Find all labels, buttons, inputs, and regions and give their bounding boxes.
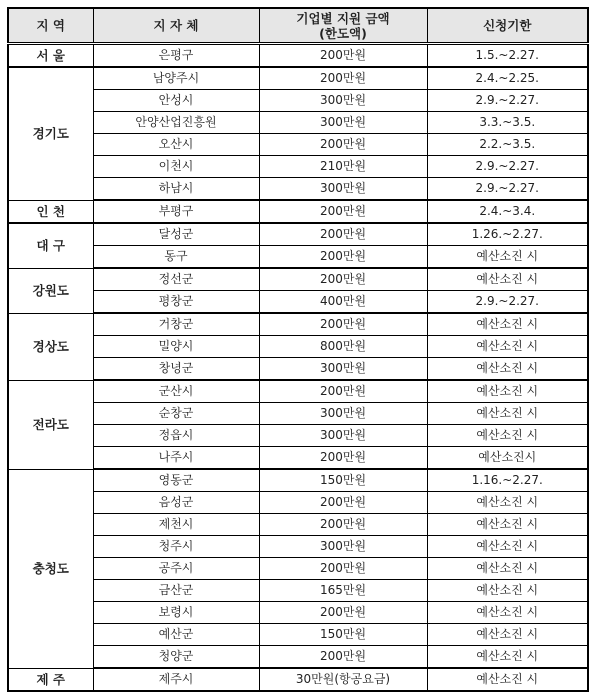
entity-cell: 오산시 xyxy=(93,134,259,156)
table-row xyxy=(8,447,588,470)
entity-cell: 영동군 xyxy=(93,469,259,492)
amount-cell: 300만원 xyxy=(259,90,427,112)
region-cell: 경기도 xyxy=(8,67,93,200)
table-row xyxy=(8,134,588,156)
deadline-cell: 1.26.~2.27. xyxy=(427,223,588,246)
amount-cell: 300만원 xyxy=(259,358,427,381)
deadline-cell: 예산소진 시 xyxy=(427,313,588,336)
deadline-cell: 예산소진시 xyxy=(427,447,588,470)
entity-cell: 제천시 xyxy=(93,514,259,536)
deadline-cell: 예산소진 시 xyxy=(427,580,588,602)
deadline-cell: 예산소진 시 xyxy=(427,514,588,536)
entity-cell: 밀양시 xyxy=(93,336,259,358)
entity-cell: 정선군 xyxy=(93,268,259,291)
deadline-cell: 1.16.~2.27. xyxy=(427,469,588,492)
table-row xyxy=(8,668,588,691)
entity-cell: 보령시 xyxy=(93,602,259,624)
entity-cell: 하남시 xyxy=(93,178,259,201)
header-region: 지 역 xyxy=(8,8,93,44)
table-row xyxy=(8,223,588,246)
deadline-cell: 예산소진 시 xyxy=(427,380,588,403)
deadline-cell: 예산소진 시 xyxy=(427,668,588,691)
table-row xyxy=(8,268,588,291)
deadline-cell: 예산소진 시 xyxy=(427,492,588,514)
table-row xyxy=(8,178,588,201)
amount-cell: 400만원 xyxy=(259,291,427,314)
amount-cell: 150만원 xyxy=(259,469,427,492)
deadline-cell: 2.9.~2.27. xyxy=(427,90,588,112)
amount-cell: 300만원 xyxy=(259,536,427,558)
deadline-cell: 예산소진 시 xyxy=(427,646,588,669)
table-row xyxy=(8,469,588,492)
amount-cell: 210만원 xyxy=(259,156,427,178)
deadline-cell: 3.3.~3.5. xyxy=(427,112,588,134)
table-row xyxy=(8,200,588,223)
entity-cell: 나주시 xyxy=(93,447,259,470)
region-cell: 경상도 xyxy=(8,313,93,380)
amount-cell: 165만원 xyxy=(259,580,427,602)
region-cell: 서 울 xyxy=(8,44,93,68)
entity-cell: 창녕군 xyxy=(93,358,259,381)
table-row xyxy=(8,558,588,580)
deadline-cell: 예산소진 시 xyxy=(427,425,588,447)
deadline-cell: 예산소진 시 xyxy=(427,403,588,425)
entity-cell: 군산시 xyxy=(93,380,259,403)
table-row xyxy=(8,67,588,90)
amount-cell: 200만원 xyxy=(259,44,427,68)
header-deadline: 신청기한 xyxy=(427,8,588,44)
deadline-cell: 2.4.~2.25. xyxy=(427,67,588,90)
deadline-cell: 예산소진 시 xyxy=(427,624,588,646)
table-header xyxy=(8,8,588,44)
amount-cell: 200만원 xyxy=(259,223,427,246)
table-row xyxy=(8,425,588,447)
region-cell: 전라도 xyxy=(8,380,93,469)
header-amount-line1: 기업별 지원 금액 xyxy=(296,10,390,26)
table-row xyxy=(8,646,588,669)
entity-cell: 금산군 xyxy=(93,580,259,602)
entity-cell: 은평구 xyxy=(93,44,259,68)
amount-cell: 200만원 xyxy=(259,134,427,156)
header-row xyxy=(8,8,588,44)
entity-cell: 순창군 xyxy=(93,403,259,425)
amount-cell: 200만원 xyxy=(259,246,427,269)
deadline-cell: 예산소진 시 xyxy=(427,358,588,381)
amount-cell: 200만원 xyxy=(259,313,427,336)
table-row xyxy=(8,112,588,134)
deadline-cell: 2.2.~3.5. xyxy=(427,134,588,156)
table-row xyxy=(8,580,588,602)
table-row xyxy=(8,380,588,403)
amount-cell: 200만원 xyxy=(259,268,427,291)
amount-cell: 200만원 xyxy=(259,67,427,90)
deadline-cell: 예산소진 시 xyxy=(427,336,588,358)
deadline-cell: 2.4.~3.4. xyxy=(427,200,588,223)
table-row xyxy=(8,624,588,646)
entity-cell: 거창군 xyxy=(93,313,259,336)
entity-cell: 예산군 xyxy=(93,624,259,646)
deadline-cell: 2.9.~2.27. xyxy=(427,156,588,178)
table-row xyxy=(8,90,588,112)
entity-cell: 공주시 xyxy=(93,558,259,580)
entity-cell: 부평구 xyxy=(93,200,259,223)
amount-cell: 200만원 xyxy=(259,646,427,669)
entity-cell: 음성군 xyxy=(93,492,259,514)
amount-cell: 200만원 xyxy=(259,558,427,580)
header-entity: 지 자 체 xyxy=(93,8,259,44)
entity-cell: 청양군 xyxy=(93,646,259,669)
region-cell: 제 주 xyxy=(8,668,93,691)
table-row xyxy=(8,403,588,425)
deadline-cell: 예산소진 시 xyxy=(427,268,588,291)
amount-cell: 300만원 xyxy=(259,112,427,134)
header-amount-line2: (한도액) xyxy=(319,25,367,41)
table-row xyxy=(8,246,588,269)
region-cell: 인 천 xyxy=(8,200,93,223)
deadline-cell: 예산소진 시 xyxy=(427,602,588,624)
table-row xyxy=(8,44,588,68)
entity-cell: 제주시 xyxy=(93,668,259,691)
amount-cell: 30만원(항공요금) xyxy=(259,668,427,691)
amount-cell: 300만원 xyxy=(259,403,427,425)
entity-cell: 동구 xyxy=(93,246,259,269)
region-cell: 강원도 xyxy=(8,268,93,313)
amount-cell: 200만원 xyxy=(259,380,427,403)
deadline-cell: 1.5.~2.27. xyxy=(427,44,588,68)
amount-cell: 200만원 xyxy=(259,514,427,536)
amount-cell: 300만원 xyxy=(259,178,427,201)
deadline-cell: 2.9.~2.27. xyxy=(427,178,588,201)
entity-cell: 남양주시 xyxy=(93,67,259,90)
entity-cell: 이천시 xyxy=(93,156,259,178)
entity-cell: 청주시 xyxy=(93,536,259,558)
amount-cell: 200만원 xyxy=(259,492,427,514)
deadline-cell: 예산소진 시 xyxy=(427,536,588,558)
table-row xyxy=(8,514,588,536)
entity-cell: 안성시 xyxy=(93,90,259,112)
amount-cell: 800만원 xyxy=(259,336,427,358)
table-row xyxy=(8,156,588,178)
deadline-cell: 예산소진 시 xyxy=(427,558,588,580)
deadline-cell: 예산소진 시 xyxy=(427,246,588,269)
table-body xyxy=(8,44,588,692)
entity-cell: 달성군 xyxy=(93,223,259,246)
header-amount xyxy=(259,8,427,44)
region-cell: 대 구 xyxy=(8,223,93,268)
table-row xyxy=(8,313,588,336)
region-cell: 충청도 xyxy=(8,469,93,668)
support-table xyxy=(7,7,589,692)
entity-cell: 평창군 xyxy=(93,291,259,314)
table-row xyxy=(8,602,588,624)
table-row xyxy=(8,536,588,558)
amount-cell: 200만원 xyxy=(259,447,427,470)
amount-cell: 200만원 xyxy=(259,602,427,624)
table-row xyxy=(8,492,588,514)
table-row xyxy=(8,291,588,314)
deadline-cell: 2.9.~2.27. xyxy=(427,291,588,314)
amount-cell: 300만원 xyxy=(259,425,427,447)
entity-cell: 안양산업진흥원 xyxy=(93,112,259,134)
entity-cell: 정읍시 xyxy=(93,425,259,447)
table-row xyxy=(8,336,588,358)
table-row xyxy=(8,358,588,381)
amount-cell: 150만원 xyxy=(259,624,427,646)
amount-cell: 200만원 xyxy=(259,200,427,223)
